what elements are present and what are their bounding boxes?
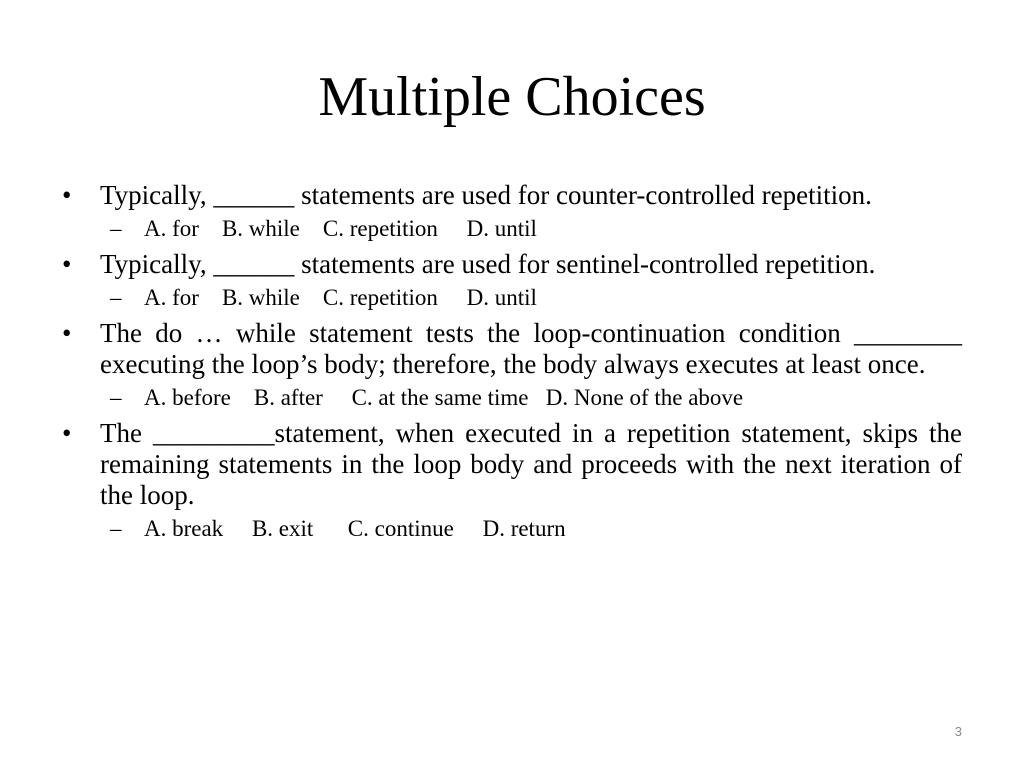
question-1 bbox=[62, 180, 962, 211]
option-c: C. repetition bbox=[322, 216, 438, 241]
options-3 bbox=[62, 384, 962, 412]
bullet-icon: • bbox=[62, 418, 72, 448]
question-3 bbox=[62, 318, 962, 380]
slide-title: Multiple Choices bbox=[318, 66, 706, 128]
option-b: B. while bbox=[221, 285, 300, 310]
options-2 bbox=[62, 284, 962, 312]
question-list bbox=[62, 180, 962, 549]
option-a: A. for bbox=[144, 285, 199, 310]
question-text: Typically, ______ statements are used for counter-controlled repetition. bbox=[100, 180, 872, 210]
option-d: D. return bbox=[482, 516, 566, 541]
question-4 bbox=[62, 418, 962, 511]
page-number: 3 bbox=[954, 724, 962, 739]
option-d: D. until bbox=[466, 285, 537, 310]
bullet-icon: • bbox=[62, 180, 72, 210]
option-a: A. for bbox=[144, 216, 199, 241]
option-c: C. at the same time bbox=[351, 385, 529, 410]
option-a: A. before bbox=[144, 385, 231, 410]
option-d: D. until bbox=[466, 216, 537, 241]
options-1 bbox=[62, 215, 962, 243]
dash-icon: – bbox=[110, 516, 122, 541]
dash-icon: – bbox=[110, 285, 122, 310]
option-b: B. exit bbox=[251, 516, 314, 541]
option-d: D. None of the above bbox=[545, 385, 744, 410]
question-2 bbox=[62, 249, 962, 280]
options-4 bbox=[62, 515, 962, 543]
option-a: A. break bbox=[144, 516, 224, 541]
option-c: C. continue bbox=[347, 516, 454, 541]
dash-icon: – bbox=[110, 216, 122, 241]
bullet-icon: • bbox=[62, 318, 72, 348]
question-text: Typically, ______ statements are used for sentinel-controlled repetition. bbox=[100, 249, 876, 279]
question-text: The _________statement, when executed in a repetition statement, skips the remaining statements in the loop body and proceeds with the next iteration of the loop. bbox=[100, 418, 962, 510]
bullet-icon: • bbox=[62, 249, 72, 279]
option-c: C. repetition bbox=[322, 285, 438, 310]
dash-icon: – bbox=[110, 385, 122, 410]
option-b: B. after bbox=[253, 385, 323, 410]
question-text: The do … while statement tests the loop-continuation condition ________ executing the loop’s body; therefore, the body always executes at least once. bbox=[100, 318, 962, 379]
option-b: B. while bbox=[221, 216, 300, 241]
